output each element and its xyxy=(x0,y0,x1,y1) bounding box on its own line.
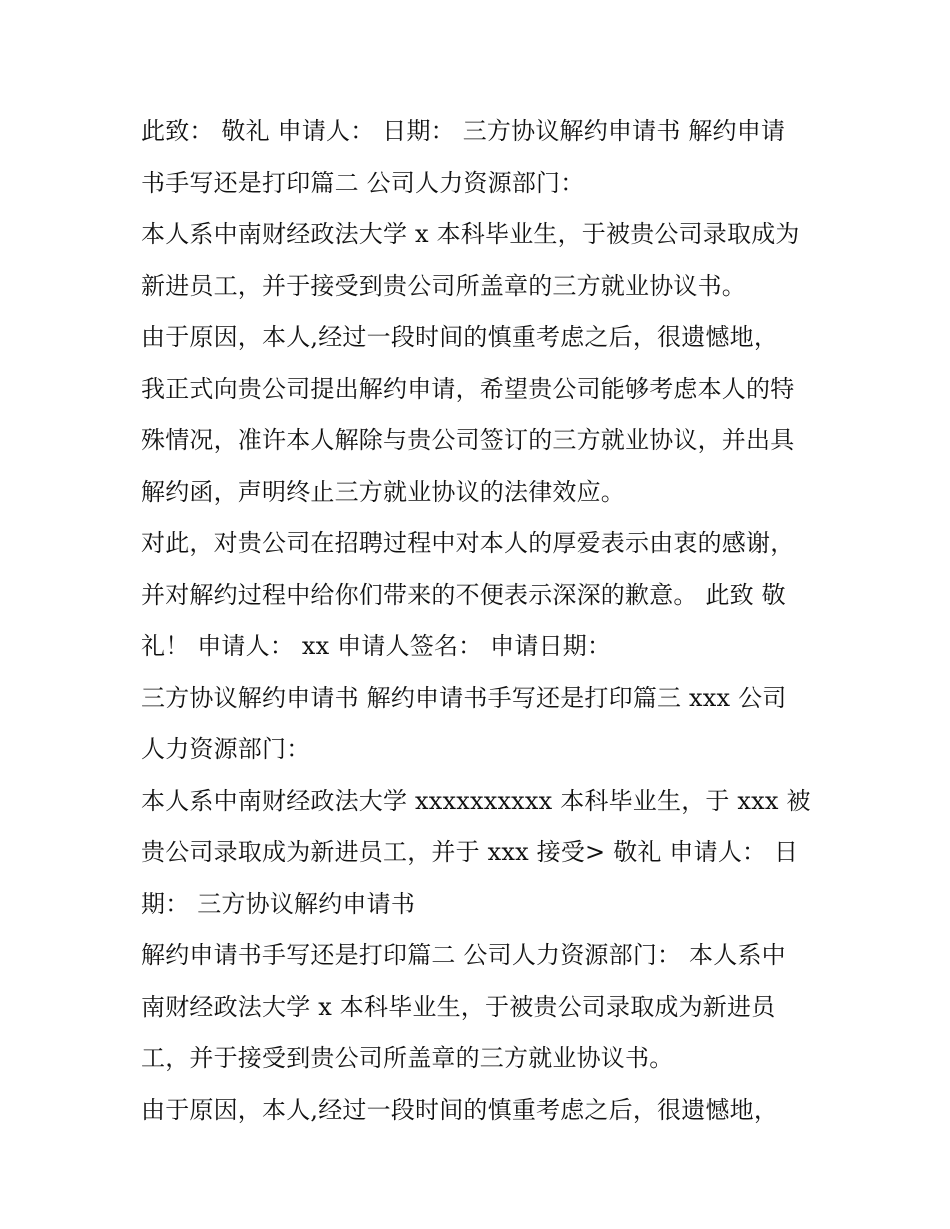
document-body xyxy=(141,106,821,1136)
text-line: 贵公司录取成为新进员工，并于 xxx 接受> 敬礼 申请人： 日 xyxy=(141,838,799,866)
text-line: 对此，对贵公司在招聘过程中对本人的厚爱表示由衷的感谢， xyxy=(141,529,795,557)
text-line: 工，并于接受到贵公司所盖章的三方就业协议书。 xyxy=(141,1044,674,1072)
text-line: 期： 三方协议解约申请书 xyxy=(141,889,416,918)
text-line: 此致： 敬礼 申请人： 日期： 三方协议解约申请书 解约申请 xyxy=(141,117,786,145)
text-line: 书手写还是打印篇二 公司人力资源部门： xyxy=(141,168,585,197)
text-line: 礼！ 申请人： xx 申请人签名： 申请日期： xyxy=(141,632,612,660)
text-line: 由于原因，本人,经过一段时间的慎重考虑之后，很遗憾地， xyxy=(141,323,779,351)
text-line: 殊情况，准许本人解除与贵公司签订的三方就业协议，并出具 xyxy=(141,426,795,454)
text-line: 南财经政法大学 x 本科毕业生，于被贵公司录取成为新进员 xyxy=(141,992,776,1021)
text-line: 三方协议解约申请书 解约申请书手写还是打印篇三 xxx 公司 xyxy=(141,683,787,712)
text-line: 人力资源部门： xyxy=(141,735,311,763)
text-line: 我正式向贵公司提出解约申请，希望贵公司能够考虑本人的特 xyxy=(141,374,795,403)
text-line: 本人系中南财经政法大学 x 本科毕业生，于被贵公司录取成为 xyxy=(141,220,800,248)
text-line: 本人系中南财经政法大学 xxxxxxxxxx 本科毕业生，于 xxx 被 xyxy=(141,786,811,815)
text-line: 解约申请书手写还是打印篇二 公司人力资源部门： 本人系中 xyxy=(141,941,786,969)
text-line: 由于原因，本人,经过一段时间的慎重考虑之后，很遗憾地， xyxy=(141,1095,779,1124)
text-line: 新进员工，并于接受到贵公司所盖章的三方就业协议书。 xyxy=(141,271,746,300)
text-line: 解约函，声明终止三方就业协议的法律效应。 xyxy=(141,477,625,506)
text-line: 并对解约过程中给你们带来的不便表示深深的歉意。 此致 敬 xyxy=(141,580,786,609)
